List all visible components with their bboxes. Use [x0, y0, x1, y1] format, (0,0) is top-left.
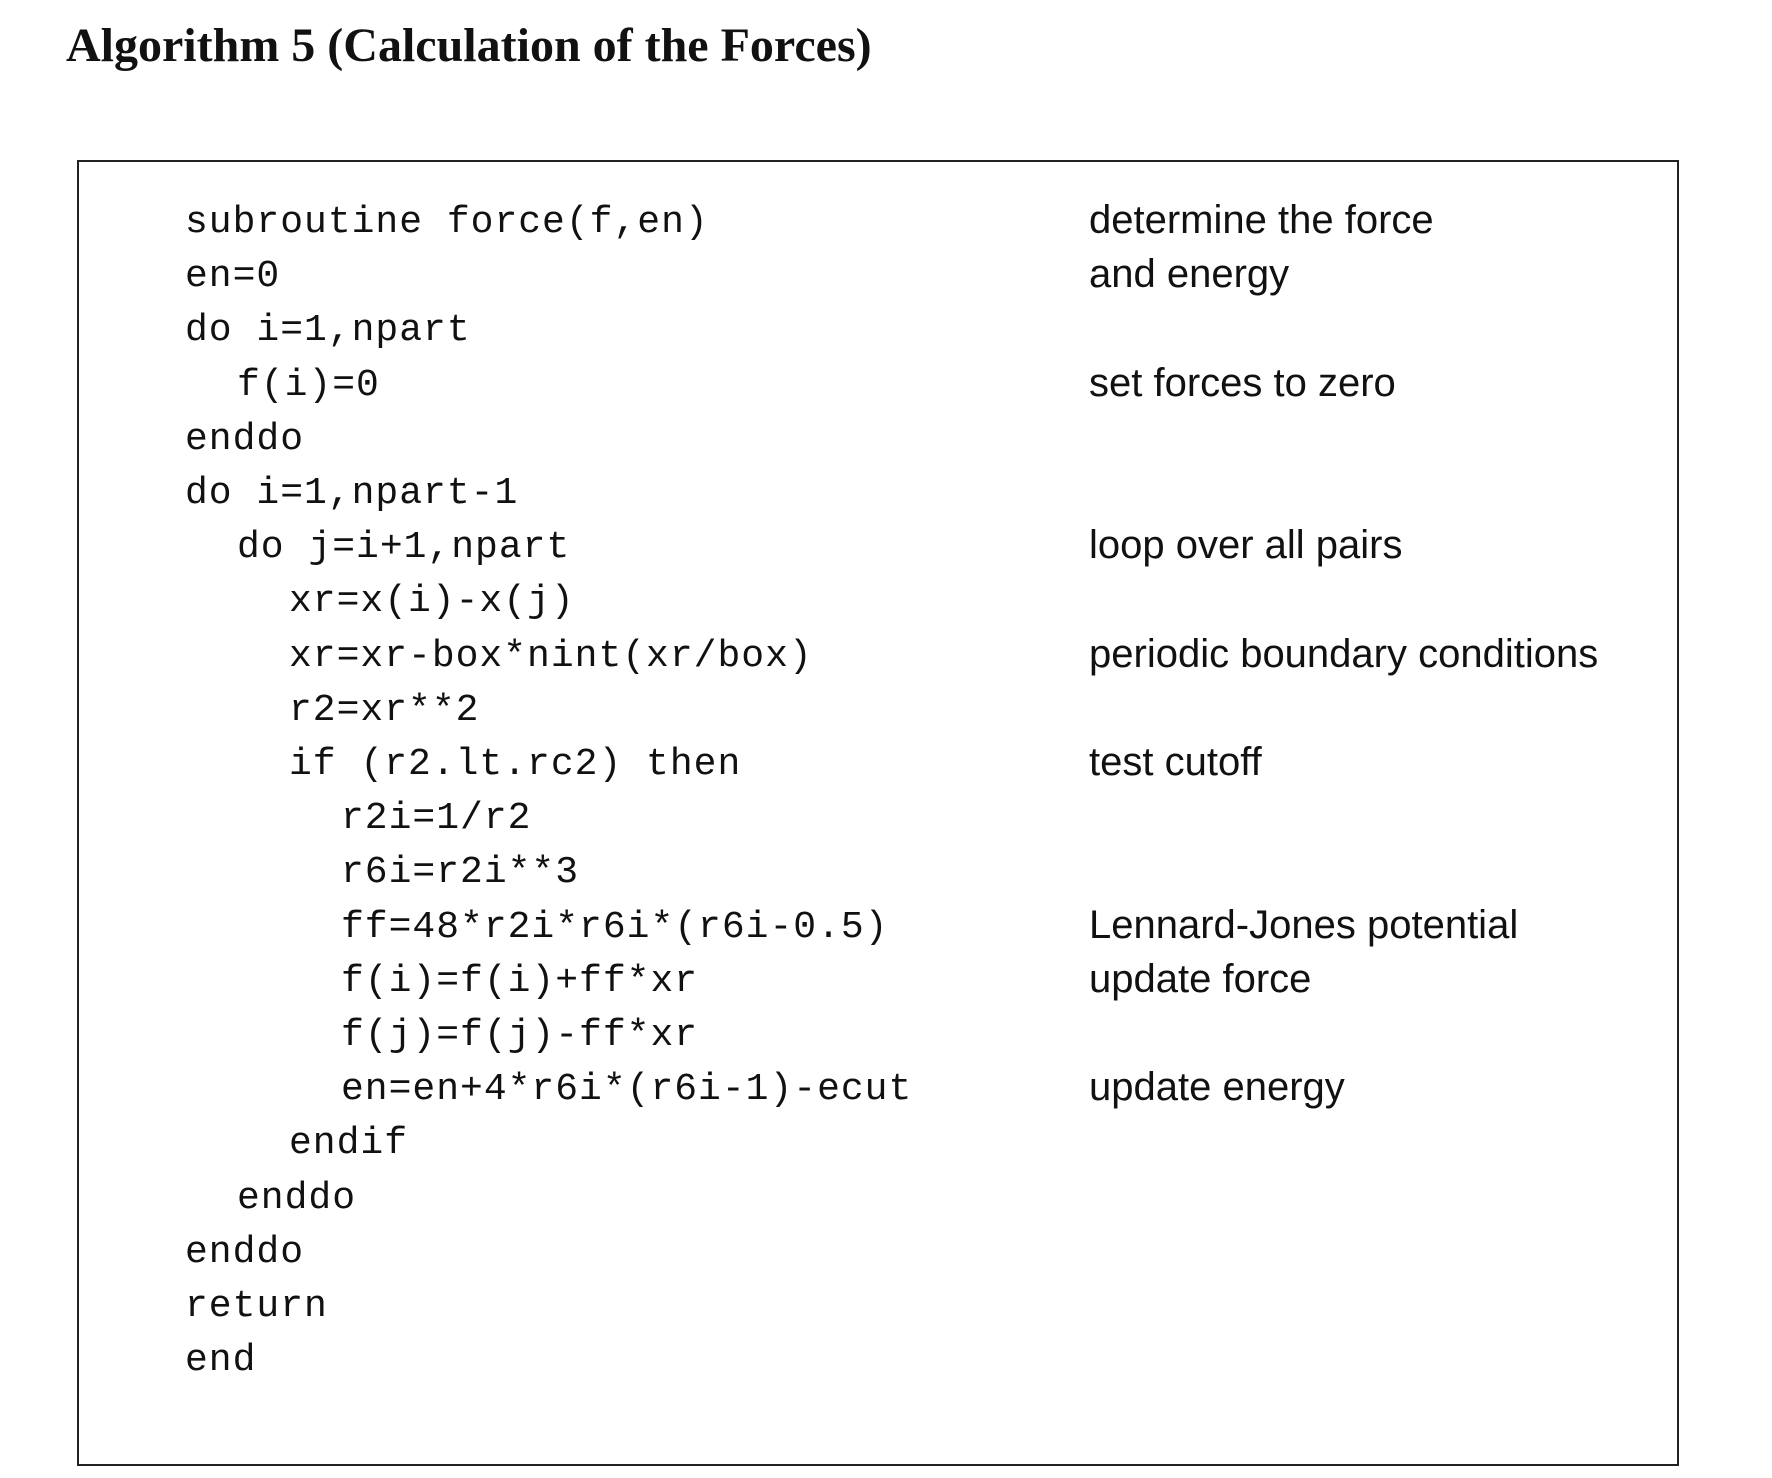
code-line: [79, 901, 1677, 955]
code-line: [79, 1009, 1677, 1063]
code-text: r6i=r2i**3: [341, 851, 580, 895]
code-text: do i=1,npart: [185, 309, 471, 353]
code-text: do i=1,npart-1: [185, 472, 519, 515]
code-text: enddo: [237, 1176, 357, 1220]
code-text: enddo: [185, 1230, 305, 1274]
code-comment: test cutoff: [1089, 740, 1262, 784]
code-text: ff=48*r2i*r6i*(r6i-0.5): [341, 905, 889, 949]
code-line: [79, 467, 1677, 521]
code-line: [79, 1063, 1677, 1117]
code-comment: set forces to zero: [1089, 360, 1396, 405]
code-text: f(j)=f(j)-ff*xr: [341, 1014, 699, 1057]
code-line: [79, 521, 1677, 575]
code-line: [79, 575, 1677, 629]
code-line: [79, 359, 1677, 413]
code-text: f(i)=f(i)+ff*xr: [341, 959, 699, 1003]
code-line: [79, 1117, 1677, 1171]
code-line: [79, 413, 1677, 467]
code-comment: and energy: [1089, 252, 1290, 297]
code-text: do j=i+1,npart: [237, 526, 571, 570]
code-line: [79, 846, 1677, 900]
code-comment: update force: [1089, 956, 1312, 1001]
code-text: f(i)=0: [237, 363, 380, 407]
code-text: if (r2.lt.rc2) then: [289, 743, 742, 786]
code-comment: update energy: [1089, 1065, 1345, 1110]
code-line: [79, 1280, 1677, 1334]
code-text: return: [185, 1285, 328, 1328]
code-comment: Lennard-Jones potential: [1089, 902, 1519, 947]
code-text: xr=xr-box*nint(xr/box): [289, 634, 813, 678]
code-line: [79, 630, 1677, 684]
code-line: [79, 304, 1677, 358]
code-text: r2=xr**2: [289, 688, 480, 732]
code-comment: loop over all pairs: [1089, 523, 1403, 568]
code-line: [79, 250, 1677, 304]
algorithm-box: [77, 160, 1679, 1466]
code-line: [79, 1226, 1677, 1280]
code-text: en=0: [185, 255, 281, 299]
code-line: [79, 1334, 1677, 1388]
code-text: end: [185, 1339, 257, 1383]
code-line: [79, 738, 1677, 792]
code-comment: periodic boundary conditions: [1089, 631, 1599, 676]
code-text: endif: [289, 1122, 409, 1166]
code-line: [79, 1172, 1677, 1226]
code-text: en=en+4*r6i*(r6i-1)-ecut: [341, 1068, 913, 1112]
code-comment: determine the force: [1089, 198, 1434, 242]
code-line: [79, 196, 1677, 250]
code-text: enddo: [185, 417, 305, 461]
algorithm-title: Algorithm 5 (Calculation of the Forces): [66, 19, 872, 72]
code-line: [79, 684, 1677, 738]
code-text: subroutine force(f,en): [185, 201, 709, 244]
code-line: [79, 955, 1677, 1009]
code-text: xr=x(i)-x(j): [289, 580, 575, 624]
code-line: [79, 792, 1677, 846]
code-text: r2i=1/r2: [341, 797, 532, 841]
